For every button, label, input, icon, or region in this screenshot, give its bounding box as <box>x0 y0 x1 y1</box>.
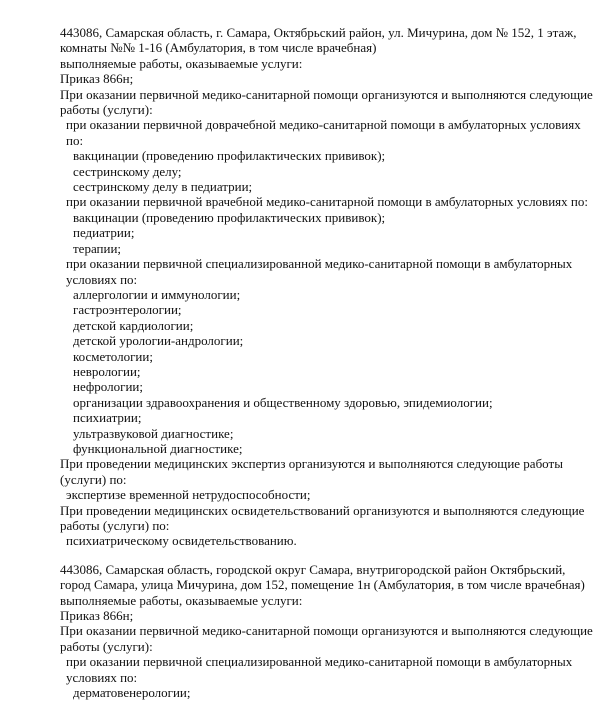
service-item: терапии; <box>73 240 122 256</box>
address-block <box>60 25 595 549</box>
service-item: детской урологии-андрологии; <box>73 333 244 349</box>
service-item: аллергологии и иммунологии; <box>73 286 241 302</box>
service-item: сестринскому делу; <box>73 163 182 179</box>
address: 443086, Самарская область, г. Самара, Октябрьский район, ул. Мичурина, дом № 152, 1 этаж, комнаты №№ 1-16 (Амбулатория, в том числе врачебная) <box>60 25 577 56</box>
service-item: вакцинации (проведению профилактических прививок); <box>73 148 386 164</box>
service-item: неврологии; <box>73 363 141 379</box>
address-block <box>60 562 595 701</box>
service-item: функциональной диагностике; <box>73 440 243 456</box>
section-heading: При проведении медицинских экспертиз организуются и выполняются следующие работы (услуги) по: <box>60 456 563 487</box>
order-reference: Приказ 866н; <box>60 71 134 87</box>
service-item: косметологии; <box>73 348 153 364</box>
service-item: вакцинации (проведению профилактических прививок); <box>73 209 386 225</box>
service-item: психиатрии; <box>73 410 142 426</box>
service-item: нефрологии; <box>73 379 143 395</box>
section-heading: При оказании первичной медико-санитарной помощи организуются и выполняются следующие работы (услуги): <box>60 86 593 118</box>
service-item: детской кардиологии; <box>73 317 194 333</box>
subsection-heading: психиатрическому освидетельствованию. <box>66 533 297 549</box>
license-document <box>60 25 595 713</box>
service-item: ультразвуковой диагностике; <box>73 425 234 441</box>
address: 443086, Самарская область, городской округ Самара, внутригородской район Октябрьский, город Самара, улица Мичурина, дом 152, помещение 1н (Амбулатория, в том числе врачебная) <box>60 561 585 593</box>
subsection-heading: при оказании первичной врачебной медико-санитарной помощи в амбулаторных условиях по: <box>66 194 588 210</box>
order-reference: Приказ 866н; <box>60 608 134 624</box>
service-item: педиатрии; <box>73 225 135 241</box>
subsection-heading: при оказании первичной специализированной медико-санитарной помощи в амбулаторных условиях по: <box>66 654 573 685</box>
section-heading: При проведении медицинских освидетельствований организуются и выполняются следующие работы (услуги) по: <box>60 502 585 533</box>
section-heading: При оказании первичной медико-санитарной помощи организуются и выполняются следующие работы (услуги): <box>60 623 593 654</box>
works-label: выполняемые работы, оказываемые услуги: <box>60 55 303 71</box>
service-item: дерматовенерологии; <box>73 685 191 701</box>
subsection-heading: экспертизе временной нетрудоспособности; <box>66 487 311 503</box>
works-label: выполняемые работы, оказываемые услуги: <box>60 592 303 608</box>
service-item: сестринскому делу в педиатрии; <box>73 179 253 195</box>
service-item: организации здравоохранения и общественному здоровью, эпидемиологии; <box>73 394 493 410</box>
subsection-heading: при оказании первичной специализированной медико-санитарной помощи в амбулаторных условиях по: <box>66 256 573 287</box>
subsection-heading: при оказании первичной доврачебной медико-санитарной помощи в амбулаторных условиях по: <box>66 117 581 148</box>
service-item: гастроэнтерологии; <box>73 302 182 318</box>
